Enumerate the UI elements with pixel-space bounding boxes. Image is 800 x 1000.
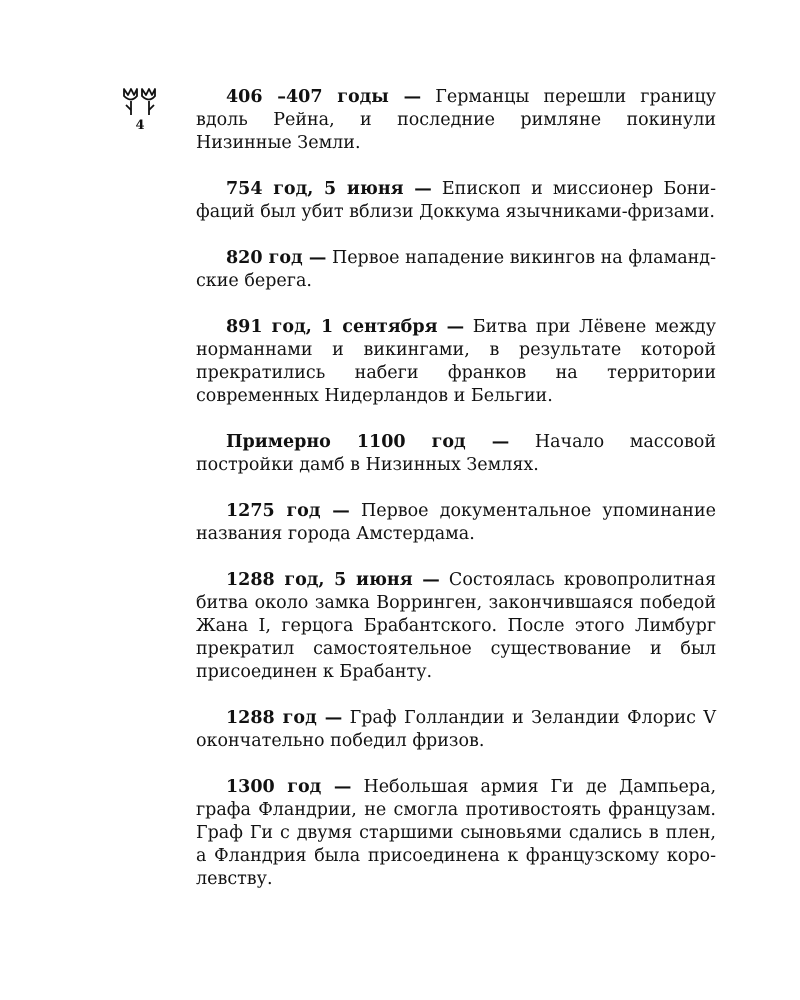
tulips-icon bbox=[120, 86, 160, 116]
entry-date: 1288 год, 5 июня — bbox=[226, 570, 440, 590]
chronology-entry bbox=[196, 178, 716, 224]
entry-text: Первое документальное упоминание названия города Амстердама. bbox=[196, 501, 716, 544]
entry-date: Примерно 1100 год — bbox=[226, 432, 510, 452]
entry-text: Битва при Лёвене между норманнами и викингами, в результате которой прекратились набеги франков на территории современных Нидерландов и Бельгии. bbox=[196, 317, 716, 406]
entry-text: Граф Голландии и Зеландии Флорис V окончательно победил фризов. bbox=[196, 708, 717, 751]
page-number: 4 bbox=[135, 118, 145, 133]
chronology-entry bbox=[196, 569, 716, 684]
chronology-entry bbox=[196, 431, 716, 477]
entry-text: Состоялась кровопролитная битва около замка Ворринген, закончившаяся победой Жана I, герцога Брабантского. После этого Лимбург прекратил самостоятельное существование и был присоединен к Брабанту. bbox=[196, 570, 716, 682]
entry-text: Епископ и миссионер Бонифаций был убит вблизи Доккума язычниками-фризами. bbox=[196, 179, 717, 222]
entry-text: Германцы перешли границу вдоль Рейна, и последние римляне покинули Низинные Земли. bbox=[196, 87, 716, 153]
entry-date: 1275 год — bbox=[226, 501, 350, 521]
chronology-entry bbox=[196, 707, 716, 753]
entry-date: 406 –407 годы — bbox=[226, 87, 422, 107]
entry-date: 891 год, 1 сентября — bbox=[226, 317, 465, 337]
chronology-entry bbox=[196, 316, 716, 408]
chronology-entry bbox=[196, 86, 716, 155]
entry-date: 1288 год — bbox=[226, 708, 343, 728]
entry-date: 820 год — bbox=[226, 248, 327, 268]
entry-text: Небольшая армия Ги де Дампьера, графа Фландрии, не смогла противостоять французам. Граф Ги с двумя старшими сыновьями сдались в плен, а Фландрия была присоединена к французскому королевству. bbox=[196, 777, 717, 889]
entry-date: 754 год, 5 июня — bbox=[226, 179, 432, 199]
chronology-entry bbox=[196, 776, 716, 891]
chronology-list bbox=[196, 86, 716, 914]
entry-text: Первое нападение викингов на фламандские берега. bbox=[196, 248, 716, 291]
page-margin-mark bbox=[118, 86, 162, 133]
chronology-entry bbox=[196, 247, 716, 293]
entry-text: Начало массовой постройки дамб в Низинных Землях. bbox=[196, 432, 716, 475]
entry-date: 1300 год — bbox=[226, 777, 352, 797]
chronology-entry bbox=[196, 500, 716, 546]
